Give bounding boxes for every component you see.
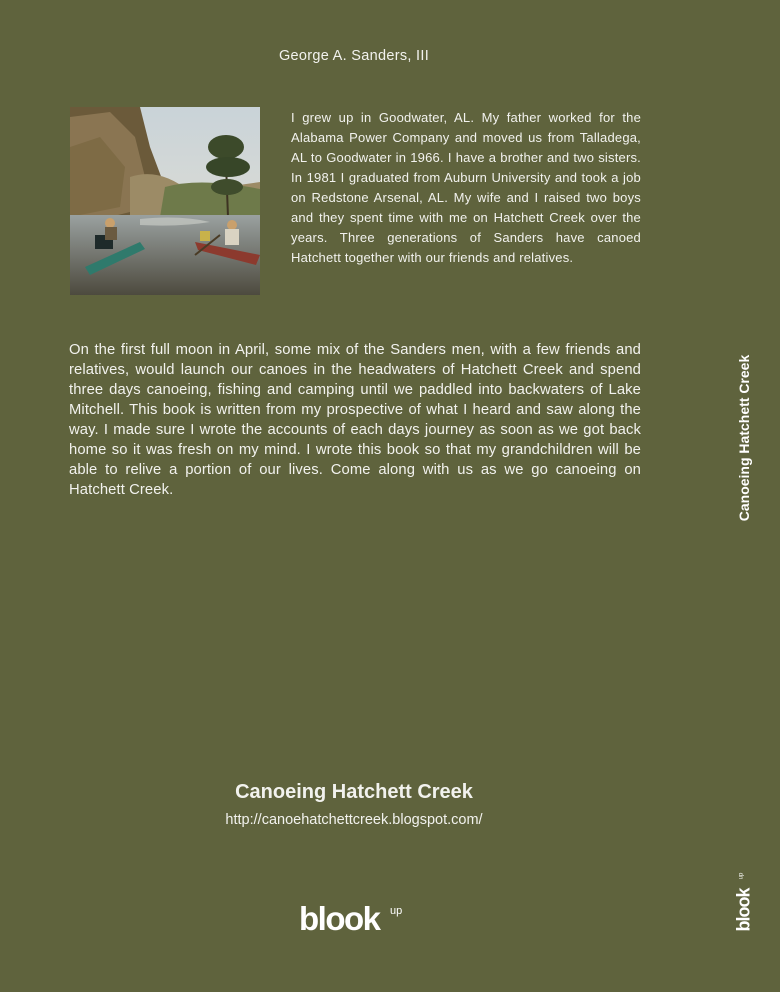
canoe-photo [70, 107, 260, 295]
book-title: Canoeing Hatchett Creek [235, 781, 473, 803]
author-bio: I grew up in Goodwater, AL. My father worked for the Alabama Power Company and moved us from Talladega, AL to Goodwater in 1966. I have a brother and two sisters. In 1981 I graduated from Auburn University and took a job on Redstone Arsenal, AL. My wife and I raised two boys and they spent time with me on Hatchett Creek over the years. Three generations of Sanders have canoed Hatchett together with our friends and relatives. [291, 110, 641, 265]
publisher-logo: blook [299, 900, 380, 937]
book-description: On the first full moon in April, some mix of the Sanders men, with a few friends and relatives, would launch our canoes in the headwaters of Hatchett Creek and spend three days canoeing, fishing and camping until we paddled into backwaters of Lake Mitchell. This book is written from my prospective of what I heard and saw along the way. I made sure I wrote the accounts of each days journey as soon as we got back home so it was fresh on my mind. I wrote this book so that my grandchildren will be able to relive a portion of our lives. Come along with us as we go canoeing on Hatchett Creek. [69, 342, 641, 498]
spine-title: Canoeing Hatchett Creek [736, 354, 752, 522]
author-name: George A. Sanders, III [278, 48, 430, 64]
spine-logo: blook [733, 888, 754, 932]
spine-logo-superscript: up [738, 872, 745, 880]
publisher-logo-superscript: up [390, 905, 403, 917]
book-url: http://canoehatchettcreek.blogspot.com/ [225, 812, 483, 828]
